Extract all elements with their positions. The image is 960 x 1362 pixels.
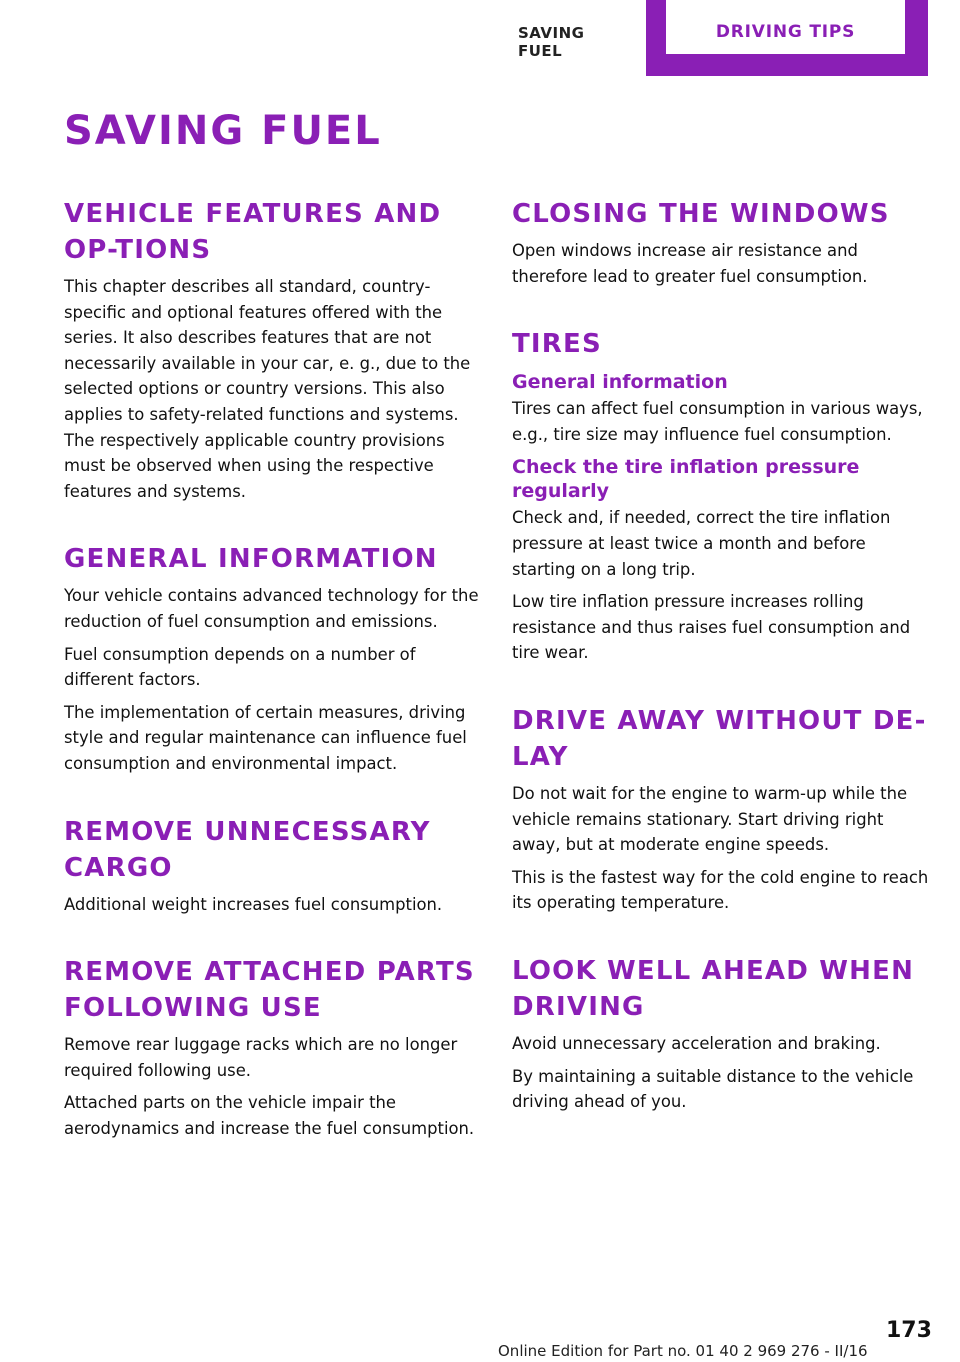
page-number: 173 (886, 1318, 932, 1343)
paragraph: Check and, if needed, correct the tire inflation pressure at least twice a month and before starting on a long trip. (512, 508, 891, 579)
section-drive-away (512, 703, 930, 916)
section-remove-cargo (64, 814, 482, 918)
section-heading: CLOSING THE WINDOWS (512, 199, 890, 229)
section-remove-attached-parts (64, 954, 482, 1141)
paragraph: Attached parts on the vehicle impair the aerodynamics and increase the fuel consumption. (64, 1093, 475, 1138)
header-tab-label: DRIVING TIPS (715, 22, 856, 42)
paragraph: By maintaining a suitable distance to the vehicle driving ahead of you. (512, 1066, 914, 1112)
section-heading: TIRES (512, 329, 602, 360)
section-tires (512, 326, 930, 666)
paragraph: Low tire inflation pressure increases rolling resistance and thus raises fuel consumption and tire wear. (512, 592, 911, 663)
paragraph: Tires can affect fuel consumption in various ways, e.g., tire size may influence fuel consumption. (512, 399, 923, 444)
section-heading: VEHICLE FEATURES AND OP-TIONS (64, 199, 442, 265)
paragraph: This is the fastest way for the cold engine to reach its operating temperature. (512, 867, 929, 913)
paragraph: This chapter describes all standard, country-specific and optional features offered with the series. It also describes features that are not necessarily available in your car, e. g., due to the selected options or country versions. This also applies to safety-related functions and systems. The respectively applicable country provisions must be observed when using the respective features and systems. (64, 277, 471, 501)
paragraph: Avoid unnecessary acceleration and braking. (512, 1033, 881, 1053)
paragraph: Fuel consumption depends on a number of different factors. (64, 644, 416, 690)
paragraph: Your vehicle contains advanced technology for the reduction of fuel consumption and emissions. (64, 586, 479, 631)
left-column (64, 196, 482, 1148)
section-heading: LOOK WELL AHEAD WHEN DRIVING (512, 955, 915, 1022)
section-heading: GENERAL INFORMATION (64, 544, 438, 575)
paragraph: Additional weight increases fuel consumption. (64, 894, 443, 914)
section-look-ahead (512, 953, 930, 1115)
section-heading: REMOVE UNNECESSARY CARGO (64, 816, 431, 883)
section-closing-windows (512, 196, 930, 289)
header-tab (646, 0, 928, 76)
paragraph: Remove rear luggage racks which are no longer required following use. (64, 1035, 458, 1080)
subsection-heading: General information (512, 371, 728, 394)
footer-edition: Online Edition for Part no. 01 40 2 969 276 - II/16 (498, 1342, 868, 1360)
section-heading: DRIVE AWAY WITHOUT DE-LAY (512, 705, 927, 772)
subsection-heading: Check the tire inflation pressure regularly (512, 456, 860, 503)
right-column (512, 196, 930, 1122)
paragraph: Do not wait for the engine to warm-up while the vehicle remains stationary. Start driving right away, but at moderate engine speeds. (512, 783, 908, 855)
page-title: SAVING FUEL (64, 108, 382, 154)
section-general-information (64, 541, 482, 776)
header-section-label: SAVING FUEL (518, 24, 585, 60)
section-heading: REMOVE ATTACHED PARTS FOLLOWING USE (64, 957, 475, 1024)
paragraph: Open windows increase air resistance and therefore lead to greater fuel consumption. (512, 241, 868, 286)
section-vehicle-features (64, 196, 482, 504)
paragraph: The implementation of certain measures, driving style and regular maintenance can influence fuel consumption and environmental impact. (64, 702, 467, 773)
